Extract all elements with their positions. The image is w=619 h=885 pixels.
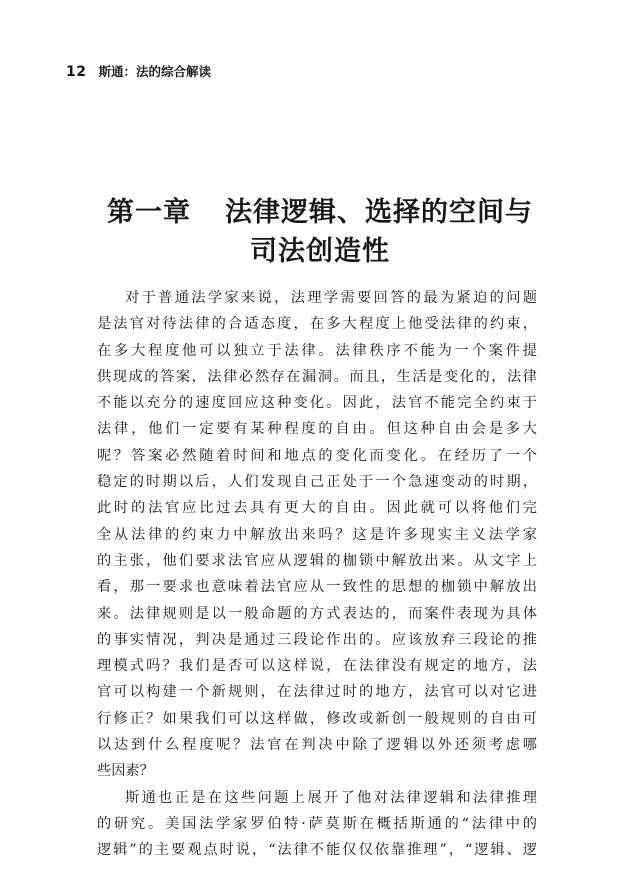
body-line: 的事实情况，判决是通过三段论作出的。应该放弃三段论的推 xyxy=(97,631,537,648)
body-line: 稳定的时期以后，人们发现自己正处于一个急速变动的时期， xyxy=(97,474,537,491)
body-line: 对于普通法学家来说，法理学需要回答的最为紧迫的问题 xyxy=(125,290,537,306)
body-line: 斯通也正是在这些问题上展开了他对法律逻辑和法律推理 xyxy=(125,789,537,806)
page-number: 12 xyxy=(66,64,87,80)
body-text xyxy=(97,285,537,864)
body-line: 理模式吗？我们是否可以这样说，在法律没有规定的地方，法 xyxy=(97,658,537,675)
chapter-title-text-1: 法律逻辑、选择的空间与 xyxy=(225,197,533,228)
body-line: 看，那一要求也意味着法官应从一致性的思想的枷锁中解放出 xyxy=(97,579,537,596)
body-line: 全从法律的约束力中解放出来吗？这是许多现实主义法学家 xyxy=(97,526,537,543)
body-line: 法律，他们一定要有某种程度的自由。但这种自由会是多大 xyxy=(97,421,537,438)
body-line: 逻辑”的主要观点时说，“法律不能仅仅依靠推理”，“逻辑、逻 xyxy=(97,842,537,859)
body-line: 呢？答案必然随着时间和地点的变化而变化。在经历了一个 xyxy=(97,447,537,464)
body-line: 以达到什么程度呢？法官在判决中除了逻辑以外还须考虑哪 xyxy=(97,737,537,754)
body-line: 的主张，他们要求法官应从逻辑的枷锁中解放出来。从文字上 xyxy=(97,552,537,569)
chapter-title-line-2: 司法创造性 xyxy=(250,236,390,267)
chapter-title-line-1 xyxy=(60,193,580,232)
body-line: 行修正？如果我们可以这样做，修改或新创一般规则的自由可 xyxy=(97,710,537,727)
running-header xyxy=(66,62,211,82)
chapter-title xyxy=(60,193,580,271)
body-line: 些因素？ xyxy=(97,763,154,780)
body-line: 是法官对待法律的合适态度，在多大程度上他受法律的约束， xyxy=(97,316,537,333)
body-line: 供现成的答案，法律必然存在漏洞。而且，生活是变化的，法律 xyxy=(97,368,537,385)
body-line: 在多大程度他可以独立于法律。法律秩序不能为一个案件提 xyxy=(97,342,537,359)
body-line: 来。法律规则是以一般命题的方式表达的，而案件表现为具体 xyxy=(97,605,537,622)
chapter-label: 第一章 xyxy=(107,197,191,228)
body-line: 不能以充分的速度回应这种变化。因此，法官不能完全约束于 xyxy=(97,395,537,412)
body-line: 官可以构建一个新规则，在法律过时的地方，法官可以对它进 xyxy=(97,684,537,701)
running-head-title: 斯通：法的综合解读 xyxy=(98,64,211,79)
body-line: 此时的法官应比过去具有更大的自由。因此就可以将他们完 xyxy=(97,500,537,517)
body-line: 的研究。美国法学家罗伯特·萨莫斯在概括斯通的“法律中的 xyxy=(97,815,537,832)
